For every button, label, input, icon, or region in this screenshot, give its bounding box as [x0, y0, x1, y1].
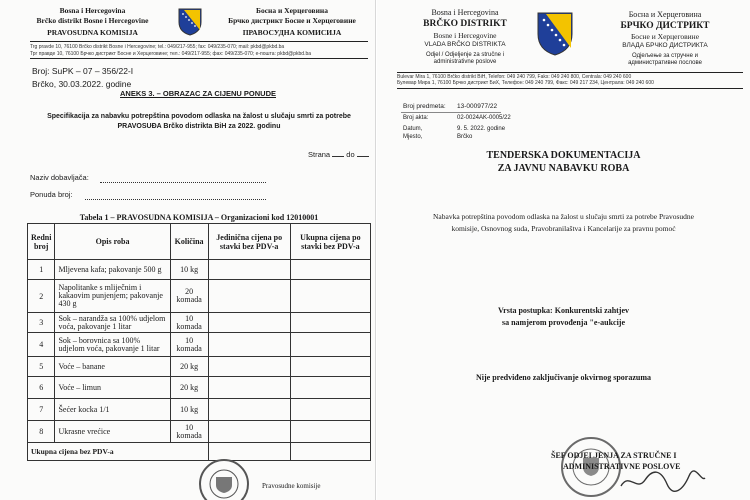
handwritten-signature-icon	[617, 468, 707, 494]
row-total-price-cell[interactable]	[290, 377, 370, 399]
row-total-price-cell[interactable]	[290, 280, 370, 313]
row-number: 3	[28, 313, 55, 333]
row-unit-price-cell[interactable]	[208, 377, 290, 399]
row-unit-price-cell[interactable]	[208, 333, 290, 357]
right-header-latin-line4: VLADA BRČKO DISTRIKTA	[424, 41, 506, 48]
table-caption: Tabela 1 – PRAVOSUDNA KOMISIJA – Organizacioni kod 12010001	[79, 213, 319, 222]
row-description: Napolitanke s mliječnim i kakaovim punjenjem; pakovanje 430 g	[55, 280, 170, 313]
row-quantity: 20 kg	[170, 357, 208, 377]
row-total-price-cell[interactable]	[290, 333, 370, 357]
row-description: Voće – banane	[55, 357, 170, 377]
table-row	[28, 260, 371, 280]
spec-title-line1: Specifikacija za nabavku potrepština povodom odlaska na žalost u slučaju smrti za potrebe	[47, 113, 351, 120]
offer-number-label: Ponuda broj:	[30, 190, 73, 199]
procedure-line2: sa namjerom provođenja "e-aukcije	[501, 318, 626, 327]
place-label: Mjesto,	[403, 134, 423, 140]
supplier-name-field[interactable]	[100, 182, 266, 183]
table-row	[28, 313, 371, 333]
case-number-label: Broj predmeta:	[403, 103, 446, 110]
page-label: Strana	[308, 150, 331, 159]
right-header-cyr-line3: Босне и Херцеговине	[630, 32, 700, 41]
meta-rule	[401, 112, 501, 113]
date-label: Datum,	[403, 126, 423, 132]
act-number-label: Broj akta:	[403, 115, 429, 121]
row-number: 2	[28, 280, 55, 313]
left-header-cyr-line2: Брчко дистрикт Босне и Херцеговине	[228, 16, 356, 25]
row-description: Voće – limun	[55, 377, 170, 399]
act-number-value: 02-0024AK-0005/22	[457, 115, 511, 121]
row-description: Šećer kocka 1/1	[55, 399, 170, 421]
table-row	[28, 280, 371, 313]
price-table	[27, 223, 371, 461]
procedure-line1: Vrsta postupka: Konkurentski zahtjev	[497, 306, 630, 315]
subject-line1: Nabavka potrepština povodom odlaska na žalost u slučaju smrti za potrebe Pravosudne	[433, 212, 694, 221]
framework-agreement-note: Nije predviđeno zaključivanje okvirnog sporazuma	[476, 373, 651, 382]
left-header-rule	[30, 41, 368, 42]
right-header-latin-line1: Bosna i Hercegovina	[431, 8, 499, 17]
row-description: Sok – narandža sa 100% udjelom voća, pakovanje 1 litar	[55, 313, 170, 333]
row-number: 4	[28, 333, 55, 357]
right-header-latin-line3: Bosne i Hercegovine	[433, 31, 497, 40]
row-description: Mljevena kafa; pakovanje 500 g	[55, 260, 170, 280]
row-quantity: 10 komada	[170, 333, 208, 357]
right-header-cyr-line6: административне послове	[628, 60, 702, 66]
row-number: 8	[28, 421, 55, 443]
left-header-latin-line2: Brčko distrikt Bosne i Hercegovine	[36, 16, 149, 25]
left-ref-number: Broj: SuPK – 07 – 356/22-I	[32, 66, 134, 76]
right-header-cyr-line2: БРЧКО ДИСТРИКТ	[620, 21, 710, 31]
page-of-label: do	[346, 150, 355, 159]
date-value: 9. 5. 2022. godine	[457, 126, 506, 132]
right-address-rule	[397, 88, 743, 89]
page-counter	[308, 150, 369, 159]
right-address-cyr: Булевар Мира 1, 76100 Брчко дистрикт БиХ, Телефон: 049 240 799, Факс: 049 217 234, Централа: 049 240 600	[397, 80, 654, 86]
left-address-cyr: Трг правде 10, 76100 Брчко дистрикт Босне и Херцеговине; тел.: 049/217-955; фах: 049/235-070; е-пошта: pkbd@pkbd.ba	[30, 51, 312, 57]
row-number: 1	[28, 260, 55, 280]
right-header-latin-line5: Odjel / Odjeljenje za stručne i	[425, 52, 505, 58]
header-cell-description: Opis roba	[55, 224, 170, 260]
left-header-latin-line1: Bosna i Hercegovina	[59, 6, 126, 15]
row-quantity: 10 komada	[170, 313, 208, 333]
place-value: Brčko	[457, 134, 473, 140]
row-quantity: 20 komada	[170, 280, 208, 313]
row-unit-price-cell[interactable]	[208, 280, 290, 313]
row-quantity: 20 kg	[170, 377, 208, 399]
document-title-line2: ZA JAVNU NABAVKU ROBA	[497, 163, 630, 174]
row-number: 6	[28, 377, 55, 399]
table-row	[28, 421, 371, 443]
left-address-latin: Trg pravde 10, 76100 Brčko distrikt Bosne i Hercegovine; tel.: 049/217-955; fax: 049/235-070; mail: pkbd@pkbd.ba	[30, 44, 285, 50]
row-description: Sok – borovnica sa 100% udjelom voća, pakovanje 1 litar	[55, 333, 170, 357]
row-description: Ukrasne vrećice	[55, 421, 170, 443]
supplier-name-label: Naziv dobavljača:	[30, 173, 89, 182]
document-title-line1: TENDERSKA DOKUMENTACIJA	[486, 150, 641, 161]
coat-of-arms-icon	[537, 12, 573, 56]
right-document-page	[377, 0, 750, 500]
right-header-cyr-line4: ВЛАДА БРЧКО ДИСТРИКТА	[622, 42, 708, 49]
right-header-rule	[397, 72, 743, 73]
total-label: Ukupna cijena bez PDV-a	[28, 443, 209, 461]
row-quantity: 10 kg	[170, 260, 208, 280]
table-row	[28, 377, 371, 399]
left-header-cyr-line1: Босна и Херцеговина	[256, 6, 328, 15]
header-cell-quantity: Količina	[170, 224, 208, 260]
row-unit-price-cell[interactable]	[208, 357, 290, 377]
right-header-cyr-line5: Одјељење за стручне и	[632, 53, 698, 59]
row-total-price-cell[interactable]	[290, 357, 370, 377]
row-unit-price-cell[interactable]	[208, 260, 290, 280]
subject-line2: komisije, Osnovnog suda, Pravobranilaštva i Kancelarije za pravnu pomoć	[451, 224, 676, 233]
table-row	[28, 357, 371, 377]
row-total-price-cell[interactable]	[290, 313, 370, 333]
annex-title: ANEKS 3. – OBRAZAC ZA CIJENU PONUDE	[120, 89, 276, 98]
table-row	[28, 333, 371, 357]
header-cell-total-price: Ukupna cijena po stavki bez PDV-a	[290, 224, 370, 260]
row-quantity: 10 kg	[170, 399, 208, 421]
row-number: 5	[28, 357, 55, 377]
footer-signature-text: Pravosudne komisije	[262, 482, 321, 490]
case-number-value: 13-000977/22	[457, 103, 498, 110]
row-total-price-cell[interactable]	[290, 260, 370, 280]
left-header-cyr-line3: ПРАВОСУДНА КОМИСИЈА	[242, 28, 342, 37]
right-address-latin: Bulevar Mira 1, 76100 Brčko distrikt BiH, Telefon: 049 240 799, Faks: 049 240 800, Centrala: 049 240 600	[397, 74, 632, 80]
right-header-latin-line6: administrativne poslove	[433, 59, 497, 65]
spec-title-line2: PRAVOSUĐA Brčko distrikta BiH za 2022. godinu	[117, 123, 281, 130]
left-header-latin-line3: PRAVOSUDNA KOMISIJA	[47, 28, 138, 37]
row-unit-price-cell[interactable]	[208, 421, 290, 443]
row-quantity: 10 komada	[170, 421, 208, 443]
signature-title-line2: ADMINISTRATIVNE POSLOVE	[563, 462, 681, 471]
total-price-cell[interactable]	[290, 443, 370, 461]
official-stamp-icon	[198, 458, 250, 500]
offer-number-field[interactable]	[85, 199, 266, 200]
row-unit-price-cell[interactable]	[208, 313, 290, 333]
right-header-latin-line2: BRČKO DISTRIKT	[423, 19, 507, 29]
header-cell-no: Redni broj	[28, 224, 55, 260]
row-total-price-cell[interactable]	[290, 399, 370, 421]
right-header-cyr-line1: Босна и Херцеговина	[628, 10, 702, 19]
row-number: 7	[28, 399, 55, 421]
coat-of-arms-icon	[178, 8, 202, 36]
left-address-rule	[30, 58, 368, 59]
left-ref-date: Brčko, 30.03.2022. godine	[32, 79, 132, 89]
signature-title-line1: ŠEF ODJELJENJA ZA STRUČNE I	[551, 451, 677, 460]
table-row	[28, 399, 371, 421]
row-unit-price-cell[interactable]	[208, 399, 290, 421]
header-cell-unit-price: Jedinična cijena po stavki bez PDV-a	[208, 224, 290, 260]
row-total-price-cell[interactable]	[290, 421, 370, 443]
